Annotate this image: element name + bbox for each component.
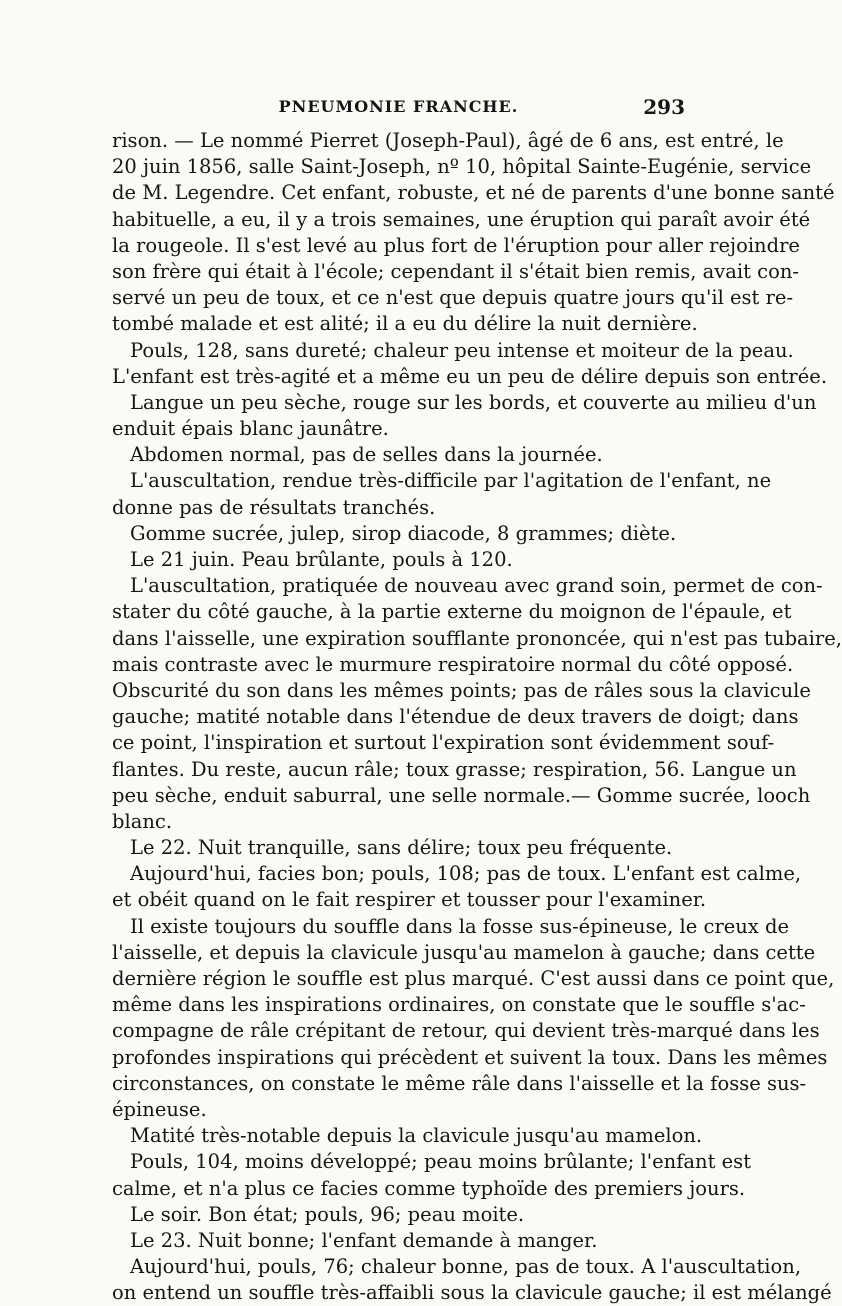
text-line: mais contraste avec le murmure respiratoire normal du côté opposé. (112, 652, 794, 676)
text-line: L'enfant est très-agité et a même eu un peu de délire depuis son entrée. (112, 364, 828, 388)
text-line: habituelle, a eu, il y a trois semaines, une éruption qui paraît avoir été (112, 207, 811, 231)
text-line: 20 juin 1856, salle Saint-Joseph, nº 10, hôpital Sainte-Eugénie, service (112, 155, 812, 179)
text-line: compagne de râle crépitant de retour, qui devient très-marqué dans les (112, 1019, 820, 1043)
text-line: Aujourd'hui, pouls, 76; chaleur bonne, pas de toux. A l'auscultation, (130, 1255, 802, 1279)
text-line: servé un peu de toux, et ce n'est que depuis quatre jours qu'il est re- (112, 286, 794, 310)
text-line: son frère qui était à l'école; cependant il s'était bien remis, avait con- (112, 259, 799, 283)
text-line: blanc. (112, 809, 173, 833)
text-line: on entend un souffle très-affaibli sous la clavicule gauche; il est mélangé (112, 1281, 832, 1305)
text-line: Abdomen normal, pas de selles dans la journée. (130, 443, 603, 467)
text-line: circonstances, on constate le même râle dans l'aisselle et la fosse sus- (112, 1071, 807, 1095)
text-line: Gomme sucrée, julep, sirop diacode, 8 grammes; diète. (130, 521, 677, 545)
text-line: Pouls, 104, moins développé; peau moins brûlante; l'enfant est (130, 1150, 752, 1174)
text-line: stater du côté gauche, à la partie externe du moignon de l'épaule, et (112, 600, 792, 624)
text-line: la rougeole. Il s'est levé au plus fort de l'éruption pour aller rejoindre (112, 233, 800, 257)
text-line: Pouls, 128, sans dureté; chaleur peu intense et moiteur de la peau. (130, 338, 794, 362)
text-line: flantes. Du reste, aucun râle; toux grasse; respiration, 56. Langue un (112, 757, 797, 781)
body-text (112, 128, 842, 1306)
text-line: L'auscultation, pratiquée de nouveau avec grand soin, permet de con- (130, 574, 823, 598)
text-line: donne pas de résultats tranchés. (112, 495, 436, 519)
text-line: Matité très-notable depuis la clavicule jusqu'au mamelon. (130, 1124, 703, 1148)
text-line: et obéit quand on le fait respirer et tousser pour l'examiner. (112, 888, 707, 912)
text-line: épineuse. (112, 1097, 207, 1121)
text-line: Il existe toujours du souffle dans la fosse sus-épineuse, le creux de (130, 914, 790, 938)
page-number: 293 (643, 95, 685, 119)
text-line: de M. Legendre. Cet enfant, robuste, et né de parents d'une bonne santé (112, 181, 835, 205)
text-line: Le soir. Bon état; pouls, 96; peau moite. (130, 1202, 525, 1226)
text-line: tombé malade et est alité; il a eu du délire la nuit dernière. (112, 312, 698, 336)
text-line: même dans les inspirations ordinaires, on constate que le souffle s'ac- (112, 993, 806, 1017)
text-line: peu sèche, enduit saburral, une selle normale.— Gomme sucrée, looch (112, 783, 811, 807)
text-line: Le 23. Nuit bonne; l'enfant demande à manger. (130, 1228, 598, 1252)
text-line: dans l'aisselle, une expiration soufflante prononcée, qui n'est pas tubaire, (112, 626, 842, 650)
text-line: gauche; matité notable dans l'étendue de deux travers de doigt; dans (112, 705, 799, 729)
text-line: Aujourd'hui, facies bon; pouls, 108; pas de toux. L'enfant est calme, (130, 862, 802, 886)
text-line: ce point, l'inspiration et surtout l'expiration sont évidemment souf- (112, 731, 775, 755)
text-line: dernière région le souffle est plus marqué. C'est aussi dans ce point que, (112, 967, 835, 990)
text-line: Le 22. Nuit tranquille, sans délire; toux peu fréquente. (130, 836, 673, 860)
text-line: profondes inspirations qui précèdent et suivent la toux. Dans les mêmes (112, 1045, 828, 1069)
text-line: Obscurité du son dans les mêmes points; pas de râles sous la clavicule (112, 678, 811, 702)
text-line: Le 21 juin. Peau brûlante, pouls à 120. (130, 548, 513, 571)
text-line: l'aisselle, et depuis la clavicule jusqu'au mamelon à gauche; dans cette (112, 940, 816, 964)
text-line: calme, et n'a plus ce facies comme typhoïde des premiers jours. (112, 1176, 746, 1200)
text-line: enduit épais blanc jaunâtre. (112, 417, 389, 441)
text-line: rison. — Le nommé Pierret (Joseph-Paul), âgé de 6 ans, est entré, le (112, 129, 784, 152)
running-title: PNEUMONIE FRANCHE. (278, 97, 519, 116)
page-header (112, 97, 685, 123)
text-line: Langue un peu sèche, rouge sur les bords, et couverte au milieu d'un (130, 390, 817, 414)
text-line: L'auscultation, rendue très-difficile par l'agitation de l'enfant, ne (130, 469, 772, 493)
